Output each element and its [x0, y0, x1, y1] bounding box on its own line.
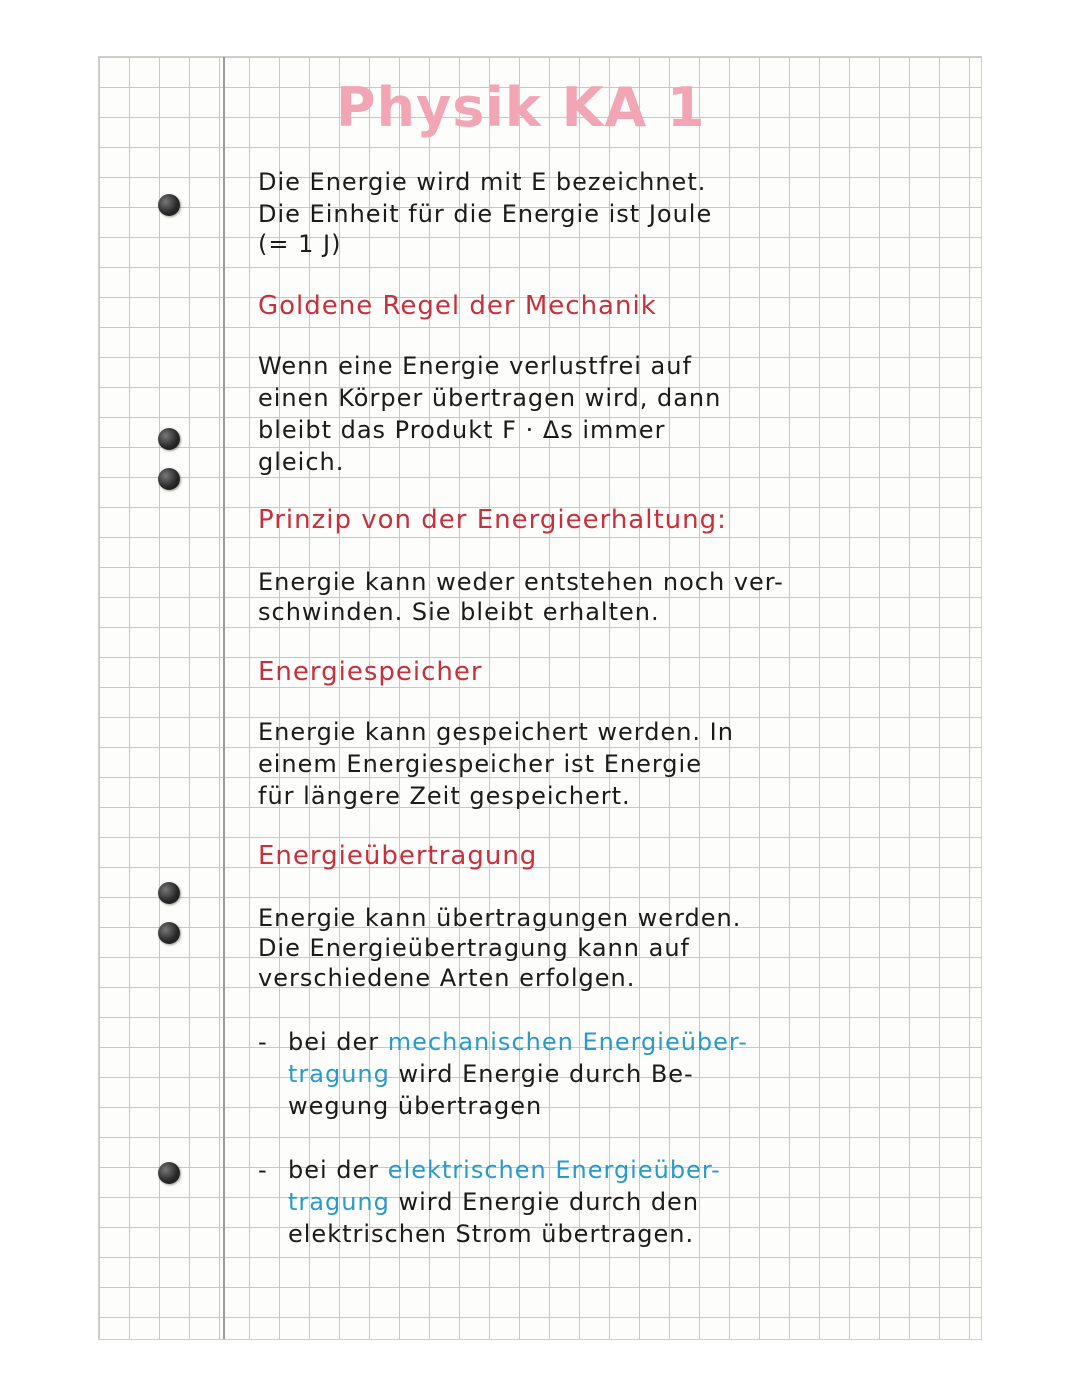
- heading-goldene-regel: Goldene Regel der Mechanik: [258, 291, 657, 321]
- intro-line-1: Die Energie wird mit E bezeichnet.: [258, 168, 707, 196]
- bullet-line: [288, 1026, 748, 1058]
- punch-hole-2: [158, 428, 180, 450]
- grid-paper: [98, 56, 982, 1340]
- bullet-line: [288, 1058, 694, 1090]
- bullet-dash: -: [258, 1156, 267, 1184]
- section1-line-2: einen Körper übertragen wird, dann: [258, 384, 722, 412]
- intro-line-3: (= 1 J): [258, 230, 342, 258]
- bullet-text: bei der: [288, 1028, 388, 1056]
- bullet-line: [288, 1154, 721, 1186]
- section1-line-1: Wenn eine Energie verlustfrei auf: [258, 352, 692, 380]
- intro-line-2: Die Einheit für die Energie ist Joule: [258, 200, 713, 228]
- section3-line-3: für längere Zeit gespeichert.: [258, 782, 631, 810]
- punch-hole-3: [158, 468, 180, 490]
- section4-line-1: Energie kann übertragungen werden.: [258, 904, 742, 932]
- page-title: Physik KA 1: [336, 76, 706, 139]
- bullet-text: bei der: [288, 1156, 388, 1184]
- highlight-term: tragung: [288, 1060, 390, 1088]
- punch-hole-1: [158, 194, 180, 216]
- bullet-line: elektrischen Strom übertragen.: [288, 1220, 695, 1248]
- section2-line-1: Energie kann weder entstehen noch ver-: [258, 568, 784, 596]
- bullet-line: wegung übertragen: [288, 1092, 543, 1120]
- section3-line-1: Energie kann gespeichert werden. In: [258, 718, 734, 746]
- punch-hole-5: [158, 922, 180, 944]
- section2-line-2: schwinden. Sie bleibt erhalten.: [258, 598, 660, 626]
- section3-line-2: einem Energiespeicher ist Energie: [258, 750, 702, 778]
- heading-energieerhaltung: Prinzip von der Energieerhaltung:: [258, 505, 727, 535]
- section1-line-4: gleich.: [258, 448, 345, 476]
- highlight-term: mechanischen Energieüber-: [387, 1028, 748, 1056]
- highlight-term: elektrischen Energieüber-: [387, 1156, 721, 1184]
- bullet-dash: -: [258, 1028, 267, 1056]
- punch-hole-4: [158, 882, 180, 904]
- bullet-text: wird Energie durch Be-: [389, 1060, 694, 1088]
- heading-energieuebertragung: Energieübertragung: [258, 841, 538, 871]
- section1-line-3: bleibt das Produkt F · Δs immer: [258, 416, 666, 444]
- section4-line-2: Die Energieübertragung kann auf: [258, 934, 690, 962]
- margin-line: [223, 57, 225, 1339]
- highlight-term: tragung: [288, 1188, 390, 1216]
- bullet-line: [288, 1186, 699, 1218]
- bullet-text: wird Energie durch den: [389, 1188, 700, 1216]
- heading-energiespeicher: Energiespeicher: [258, 657, 483, 687]
- punch-hole-6: [158, 1162, 180, 1184]
- section4-line-3: verschiedene Arten erfolgen.: [258, 964, 636, 992]
